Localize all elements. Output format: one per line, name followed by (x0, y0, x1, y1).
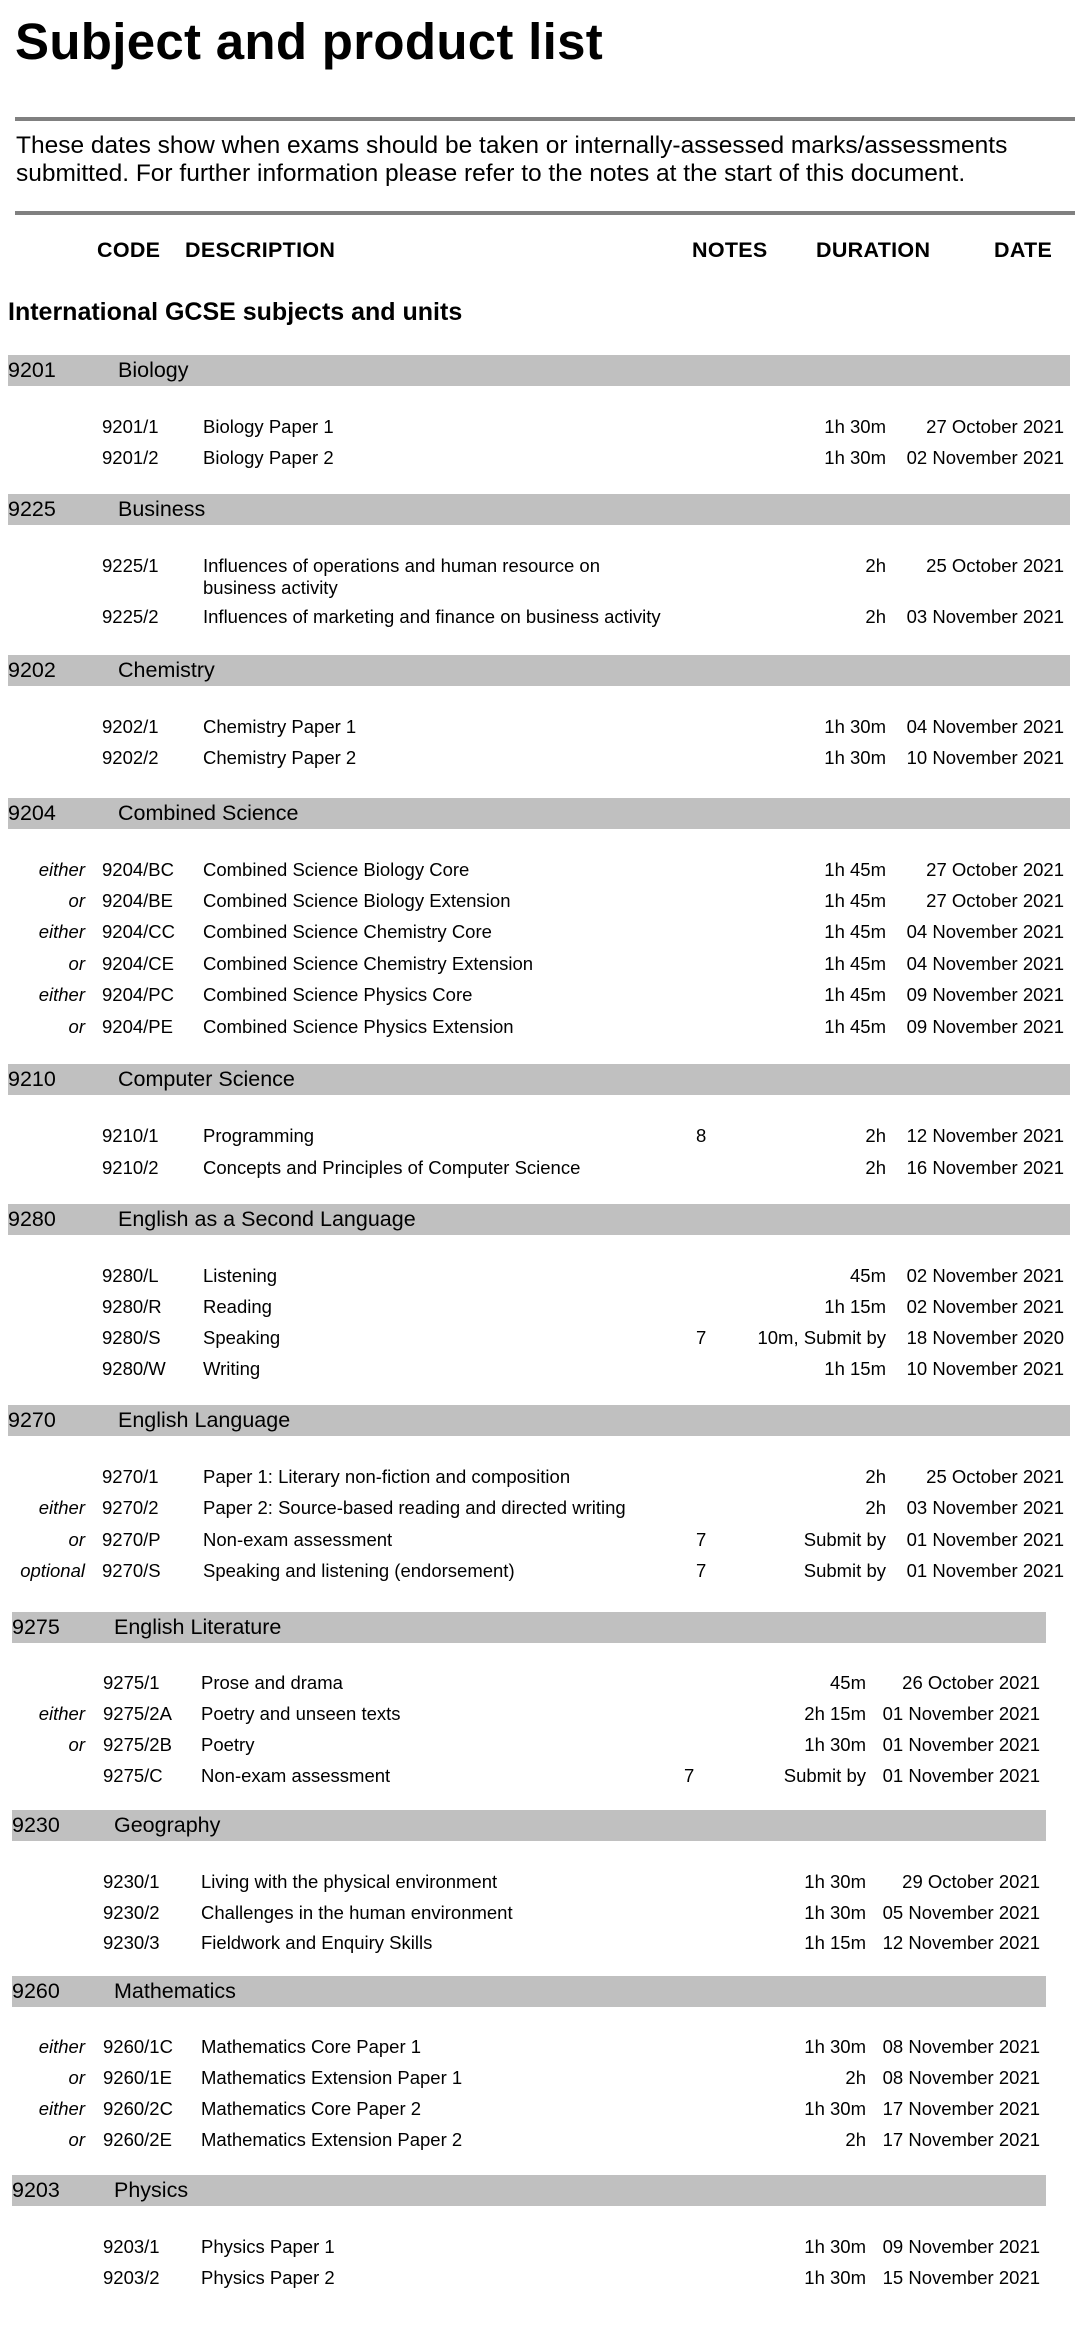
unit-code: 9270/P (102, 1529, 161, 1550)
unit-duration: Submit by (783, 1765, 866, 1786)
unit-description: Influences of marketing and finance on business activity (203, 606, 661, 627)
unit-date: 09 November 2021 (906, 1016, 1064, 1037)
subject-name: Biology (118, 358, 189, 382)
unit-description: Speaking (203, 1327, 281, 1348)
unit-date: 12 November 2021 (906, 1125, 1064, 1146)
unit-description: Listening (203, 1265, 278, 1286)
subject-code: 9270 (8, 1408, 56, 1432)
unit-duration: 1h 15m (824, 1296, 886, 1317)
unit-description: Prose and drama (201, 1672, 343, 1693)
unit-duration: 1h 45m (824, 984, 886, 1005)
unit-description: Concepts and Principles of Computer Science (203, 1157, 581, 1178)
subject-header (12, 1612, 1046, 1643)
unit-description: Programming (203, 1125, 315, 1146)
unit-qualifier: either (38, 1497, 85, 1518)
unit-description: Mathematics Extension Paper 1 (201, 2067, 463, 2088)
unit-date: 09 November 2021 (882, 2236, 1040, 2257)
unit-code: 9275/2A (103, 1703, 172, 1724)
unit-code: 9204/BC (102, 859, 174, 880)
unit-description: Combined Science Physics Extension (203, 1016, 514, 1037)
unit-date: 17 November 2021 (882, 2129, 1040, 2150)
subject-name: Combined Science (118, 801, 299, 825)
unit-qualifier: or (68, 1016, 85, 1037)
unit-duration: 45m (830, 1672, 866, 1693)
unit-description: Combined Science Chemistry Core (203, 921, 492, 942)
unit-description: Poetry and unseen texts (201, 1703, 401, 1724)
unit-qualifier: or (68, 953, 85, 974)
unit-code: 9260/2C (103, 2098, 173, 2119)
unit-code: 9260/1C (103, 2036, 173, 2057)
unit-description: Biology Paper 2 (203, 447, 334, 468)
unit-duration: 1h 15m (804, 1932, 866, 1953)
unit-duration: 2h 15m (804, 1703, 866, 1724)
unit-description: Combined Science Biology Core (203, 859, 470, 880)
unit-date: 18 November 2020 (906, 1327, 1064, 1348)
unit-qualifier: optional (20, 1560, 85, 1581)
unit-code: 9280/W (102, 1358, 166, 1379)
unit-date: 02 November 2021 (906, 1265, 1064, 1286)
subject-header (8, 1064, 1070, 1095)
subject-header (8, 494, 1070, 525)
subject-code: 9210 (8, 1067, 56, 1091)
unit-duration: 1h 30m (824, 716, 886, 737)
header-divider (15, 211, 1075, 215)
unit-date: 29 October 2021 (902, 1871, 1040, 1892)
unit-code: 9201/1 (102, 416, 159, 437)
unit-description: Paper 2: Source-based reading and directed writing (203, 1497, 626, 1518)
unit-notes: 8 (696, 1125, 707, 1146)
unit-date: 26 October 2021 (902, 1672, 1040, 1693)
unit-date: 27 October 2021 (926, 859, 1064, 880)
unit-date: 01 November 2021 (882, 1765, 1040, 1786)
unit-code: 9275/1 (103, 1672, 160, 1693)
unit-notes: 7 (696, 1327, 707, 1348)
unit-description: Challenges in the human environment (201, 1902, 513, 1923)
subject-header (8, 1405, 1070, 1436)
unit-description: Fieldwork and Enquiry Skills (201, 1932, 433, 1953)
subject-header (12, 2175, 1046, 2206)
unit-duration: 1h 45m (824, 890, 886, 911)
column-header-duration: DURATION (816, 238, 931, 262)
unit-duration: 10m, Submit by (757, 1327, 886, 1348)
intro-text: These dates show when exams should be taken or internally-assessed marks/assessments submitted. For further information please refer to the notes at the start of this document. (16, 132, 1008, 187)
unit-date: 27 October 2021 (926, 416, 1064, 437)
unit-date: 01 November 2021 (882, 1734, 1040, 1755)
unit-qualifier: or (68, 890, 85, 911)
column-header-date: DATE (994, 238, 1053, 262)
unit-date: 17 November 2021 (882, 2098, 1040, 2119)
unit-duration: 1h 45m (824, 921, 886, 942)
unit-code: 9275/C (103, 1765, 163, 1786)
unit-code: 9210/2 (102, 1157, 159, 1178)
subject-header (8, 355, 1070, 386)
unit-date: 25 October 2021 (926, 555, 1064, 576)
unit-description: Combined Science Biology Extension (203, 890, 511, 911)
unit-date: 03 November 2021 (906, 1497, 1064, 1518)
unit-date: 04 November 2021 (906, 953, 1064, 974)
unit-date: 08 November 2021 (882, 2036, 1040, 2057)
unit-description: Living with the physical environment (201, 1871, 498, 1892)
unit-description: Mathematics Core Paper 2 (201, 2098, 422, 2119)
unit-duration: 2h (845, 2129, 866, 2150)
unit-code: 9270/2 (102, 1497, 159, 1518)
unit-code: 9280/L (102, 1265, 159, 1286)
subject-code: 9260 (12, 1979, 60, 2003)
unit-description: Combined Science Physics Core (203, 984, 473, 1005)
unit-qualifier: either (38, 1703, 85, 1724)
unit-code: 9230/3 (103, 1932, 160, 1953)
subject-header (8, 1204, 1070, 1235)
unit-code: 9230/1 (103, 1871, 160, 1892)
unit-date: 10 November 2021 (906, 747, 1064, 768)
unit-notes: 7 (696, 1560, 707, 1581)
unit-duration: 2h (865, 1125, 886, 1146)
unit-date: 01 November 2021 (882, 1703, 1040, 1724)
unit-duration: 1h 30m (804, 2267, 866, 2288)
unit-notes: 7 (696, 1529, 707, 1550)
subject-header (12, 1810, 1046, 1841)
unit-description: Poetry (201, 1734, 255, 1755)
subject-code: 9202 (8, 658, 56, 682)
unit-code: 9202/1 (102, 716, 159, 737)
unit-description: Mathematics Core Paper 1 (201, 2036, 422, 2057)
unit-qualifier: either (38, 859, 85, 880)
unit-description: Non-exam assessment (203, 1529, 393, 1550)
unit-duration: 1h 30m (804, 2098, 866, 2119)
subject-code: 9204 (8, 801, 56, 825)
subject-code: 9280 (8, 1207, 56, 1231)
unit-description: Biology Paper 1 (203, 416, 334, 437)
unit-duration: 1h 30m (804, 1902, 866, 1923)
unit-code: 9225/1 (102, 555, 159, 576)
column-header-code: CODE (97, 238, 161, 262)
unit-date: 04 November 2021 (906, 921, 1064, 942)
subject-header (8, 798, 1070, 829)
unit-duration: 1h 30m (804, 1734, 866, 1755)
unit-code: 9230/2 (103, 1902, 160, 1923)
unit-qualifier: or (68, 2129, 85, 2150)
subject-name: English Literature (114, 1615, 282, 1639)
unit-qualifier: or (68, 1734, 85, 1755)
unit-code: 9210/1 (102, 1125, 159, 1146)
unit-code: 9260/1E (103, 2067, 172, 2088)
unit-description: Physics Paper 1 (201, 2236, 335, 2257)
unit-code: 9201/2 (102, 447, 159, 468)
unit-date: 02 November 2021 (906, 447, 1064, 468)
subject-name: Mathematics (114, 1979, 236, 2003)
unit-duration: 2h (865, 1466, 886, 1487)
unit-date: 10 November 2021 (906, 1358, 1064, 1379)
column-header-description: DESCRIPTION (185, 238, 336, 262)
unit-code: 9270/1 (102, 1466, 159, 1487)
unit-duration: 1h 45m (824, 859, 886, 880)
unit-description: Speaking and listening (endorsement) (203, 1560, 515, 1581)
unit-code: 9204/CC (102, 921, 176, 942)
column-header-notes: NOTES (692, 238, 768, 262)
subject-code: 9225 (8, 497, 56, 521)
unit-duration: 1h 30m (824, 416, 886, 437)
unit-date: 05 November 2021 (882, 1902, 1040, 1923)
unit-code: 9270/S (102, 1560, 161, 1581)
unit-code: 9260/2E (103, 2129, 172, 2150)
unit-date: 02 November 2021 (906, 1296, 1064, 1317)
unit-description: Combined Science Chemistry Extension (203, 953, 534, 974)
unit-code: 9275/2B (103, 1734, 172, 1755)
unit-date: 03 November 2021 (906, 606, 1064, 627)
unit-duration: 1h 45m (824, 1016, 886, 1037)
unit-duration: 2h (845, 2067, 866, 2088)
unit-code: 9203/1 (103, 2236, 160, 2257)
unit-date: 08 November 2021 (882, 2067, 1040, 2088)
unit-description: Reading (203, 1296, 272, 1317)
unit-duration: 1h 30m (804, 2036, 866, 2057)
subject-name: English Language (118, 1408, 291, 1432)
subject-code: 9201 (8, 358, 56, 382)
unit-duration: 45m (850, 1265, 886, 1286)
subject-name: Physics (114, 2178, 189, 2202)
unit-duration: 1h 45m (824, 953, 886, 974)
unit-code: 9204/CE (102, 953, 174, 974)
section-title: International GCSE subjects and units (8, 298, 463, 326)
unit-qualifier: either (38, 2098, 85, 2119)
unit-description: Mathematics Extension Paper 2 (201, 2129, 463, 2150)
unit-qualifier: either (38, 2036, 85, 2057)
unit-description: Writing (203, 1358, 261, 1379)
unit-duration: Submit by (803, 1560, 886, 1581)
subject-name: Computer Science (118, 1067, 295, 1091)
unit-qualifier: either (38, 984, 85, 1005)
unit-description: Physics Paper 2 (201, 2267, 335, 2288)
top-divider (15, 117, 1075, 121)
subject-name: English as a Second Language (118, 1207, 416, 1231)
unit-duration: Submit by (803, 1529, 886, 1550)
page-title: Subject and product list (15, 13, 604, 70)
unit-duration: 1h 30m (804, 2236, 866, 2257)
unit-date: 04 November 2021 (906, 716, 1064, 737)
subject-code: 9275 (12, 1615, 60, 1639)
unit-code: 9204/PE (102, 1016, 173, 1037)
unit-code: 9204/PC (102, 984, 174, 1005)
unit-duration: 1h 30m (824, 747, 886, 768)
unit-date: 01 November 2021 (906, 1529, 1064, 1550)
unit-description: Chemistry Paper 2 (203, 747, 357, 768)
unit-duration: 1h 30m (824, 447, 886, 468)
subject-code: 9230 (12, 1813, 60, 1837)
unit-qualifier: either (38, 921, 85, 942)
unit-code: 9204/BE (102, 890, 173, 911)
unit-code: 9280/R (102, 1296, 162, 1317)
unit-date: 01 November 2021 (906, 1560, 1064, 1581)
unit-notes: 7 (684, 1765, 695, 1786)
unit-date: 09 November 2021 (906, 984, 1064, 1005)
subject-name: Business (118, 497, 206, 521)
unit-description: Paper 1: Literary non-fiction and composition (203, 1466, 571, 1487)
unit-date: 15 November 2021 (882, 2267, 1040, 2288)
unit-duration: 2h (865, 1497, 886, 1518)
subject-header (12, 1976, 1046, 2007)
unit-duration: 2h (865, 606, 886, 627)
unit-date: 25 October 2021 (926, 1466, 1064, 1487)
subject-name: Geography (114, 1813, 221, 1837)
unit-description: Influences of operations and human resource on business activity (203, 555, 600, 598)
unit-code: 9225/2 (102, 606, 159, 627)
unit-description: Non-exam assessment (201, 1765, 391, 1786)
unit-duration: 2h (865, 1157, 886, 1178)
unit-date: 16 November 2021 (906, 1157, 1064, 1178)
unit-date: 27 October 2021 (926, 890, 1064, 911)
unit-qualifier: or (68, 1529, 85, 1550)
unit-description: Chemistry Paper 1 (203, 716, 357, 737)
unit-code: 9280/S (102, 1327, 161, 1348)
unit-qualifier: or (68, 2067, 85, 2088)
unit-date: 12 November 2021 (882, 1932, 1040, 1953)
unit-duration: 1h 15m (824, 1358, 886, 1379)
unit-code: 9202/2 (102, 747, 159, 768)
unit-duration: 1h 30m (804, 1871, 866, 1892)
subject-code: 9203 (12, 2178, 60, 2202)
subject-header (8, 655, 1070, 686)
unit-duration: 2h (865, 555, 886, 576)
subject-name: Chemistry (118, 658, 215, 682)
unit-code: 9203/2 (103, 2267, 160, 2288)
